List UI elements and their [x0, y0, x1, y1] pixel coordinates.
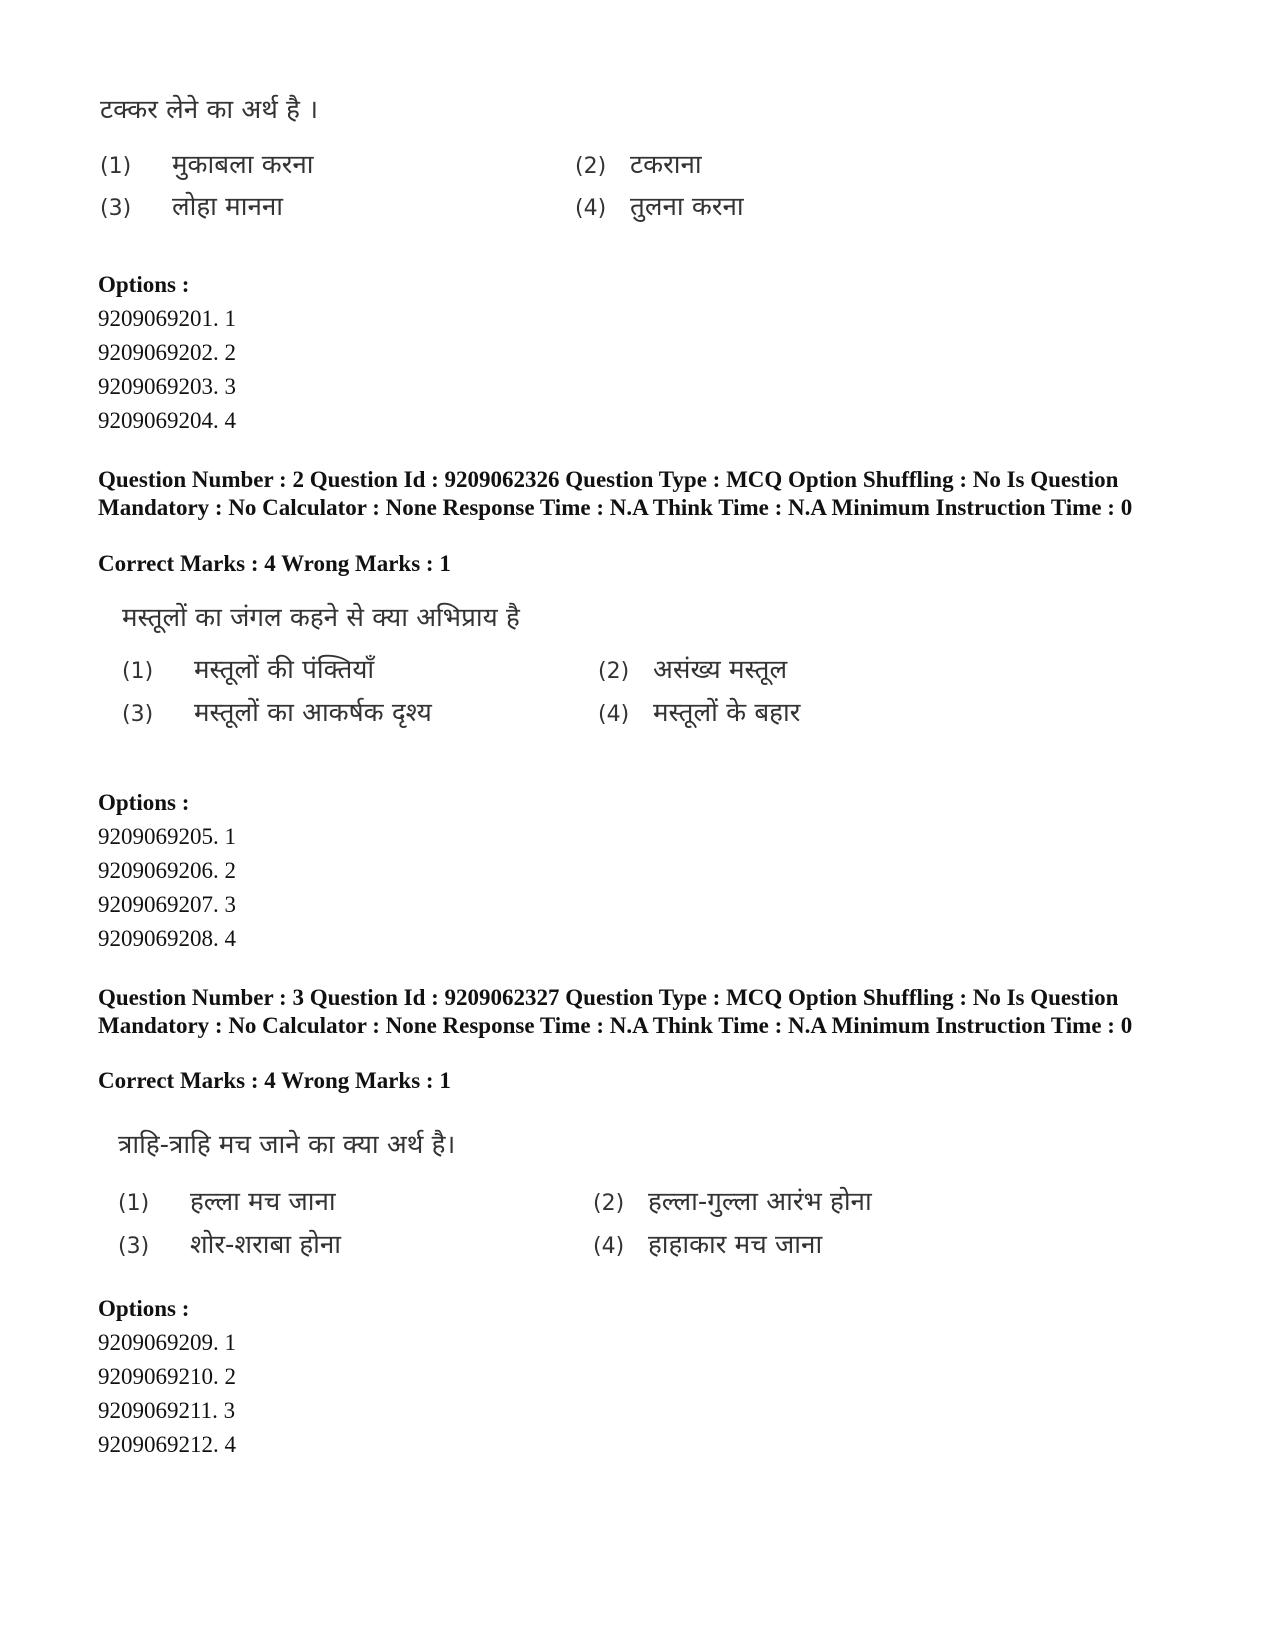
option-row: 9209069210. 2	[98, 1364, 236, 1389]
question-2-choice-3	[122, 693, 432, 729]
options-heading: Options :	[98, 1296, 190, 1321]
question-2-meta: Question Number : 2 Question Id : 9209062326 Question Type : MCQ Option Shuffling : No Is Question Mandatory : No Calculator : None Response Time : N.A Think Time : N.A Minimum Instruction Time : 0	[98, 467, 1133, 520]
choice-number: (3)	[122, 702, 154, 727]
choice-text: मस्तूलों के बहार	[653, 698, 801, 728]
question-3-meta: Question Number : 3 Question Id : 9209062327 Question Type : MCQ Option Shuffling : No Is Question Mandatory : No Calculator : None Response Time : N.A Think Time : N.A Minimum Instruction Time : 0	[98, 985, 1133, 1038]
choice-text: हाहाकार मच जाना	[648, 1230, 823, 1260]
choice-text: मस्तूलों का आकर्षक दृश्य	[194, 698, 432, 728]
option-row: 9209069204. 4	[98, 408, 236, 433]
question-2-options	[98, 786, 236, 956]
option-row: 9209069207. 3	[98, 892, 236, 917]
question-3-stem: त्राहि-त्राहि मच जाने का क्या अर्थ है।	[118, 1130, 456, 1160]
choice-number: (3)	[100, 196, 132, 221]
question-2-choice-4	[598, 693, 800, 729]
choice-number: (3)	[118, 1234, 150, 1259]
choice-text: असंख्य मस्तूल	[653, 655, 788, 685]
question-3-image	[0, 1115, 1275, 1285]
question-3-choice-1	[118, 1182, 336, 1218]
question-1-choice-2	[575, 145, 702, 181]
choice-number: (2)	[575, 154, 607, 179]
option-row: 9209069202. 2	[98, 340, 236, 365]
question-1-options	[98, 268, 236, 438]
choice-number: (1)	[118, 1191, 150, 1216]
option-row: 9209069206. 2	[98, 858, 236, 883]
choice-text: हल्ला-गुल्ला आरंभ होना	[648, 1187, 872, 1217]
question-1-choice-3	[100, 187, 283, 223]
choice-number: (4)	[598, 702, 630, 727]
choice-text: तुलना करना	[630, 192, 744, 222]
option-row: 9209069205. 1	[98, 824, 236, 849]
options-heading: Options :	[98, 272, 190, 297]
choice-text: मस्तूलों की पंक्तियाँ	[194, 655, 375, 685]
question-1-stem: टक्कर लेने का अर्थ है ।	[100, 95, 319, 125]
question-3-options	[98, 1292, 236, 1462]
option-row: 9209069211. 3	[98, 1398, 236, 1423]
question-2-stem: मस्तूलों का जंगल कहने से क्या अभिप्राय है	[122, 603, 520, 633]
choice-number: (2)	[598, 659, 630, 684]
question-2-marks: Correct Marks : 4 Wrong Marks : 1	[98, 551, 451, 576]
choice-number: (1)	[122, 659, 154, 684]
choice-number: (4)	[593, 1234, 625, 1259]
choice-number: (2)	[593, 1191, 625, 1216]
question-2-choice-2	[598, 650, 787, 686]
option-row: 9209069203. 3	[98, 374, 236, 399]
question-2-image	[0, 590, 1275, 760]
choice-text: हल्ला मच जाना	[190, 1187, 336, 1217]
question-3-marks: Correct Marks : 4 Wrong Marks : 1	[98, 1068, 451, 1093]
question-1-image	[0, 0, 1275, 250]
option-row: 9209069201. 1	[98, 306, 236, 331]
option-row: 9209069208. 4	[98, 926, 236, 951]
choice-text: टकराना	[630, 150, 702, 180]
question-3-choice-3	[118, 1225, 341, 1261]
question-2-choice-1	[122, 650, 374, 686]
option-row: 9209069212. 4	[98, 1432, 236, 1457]
question-3-choice-4	[593, 1225, 822, 1261]
choice-number: (4)	[575, 196, 607, 221]
question-1-choice-4	[575, 187, 744, 223]
option-row: 9209069209. 1	[98, 1330, 236, 1355]
choice-text: शोर-शराबा होना	[190, 1230, 342, 1260]
choice-text: लोहा मानना	[172, 192, 284, 222]
choice-text: मुकाबला करना	[172, 150, 314, 180]
options-heading: Options :	[98, 790, 190, 815]
question-1-choice-1	[100, 145, 314, 181]
choice-number: (1)	[100, 154, 132, 179]
question-3-choice-2	[593, 1182, 872, 1218]
